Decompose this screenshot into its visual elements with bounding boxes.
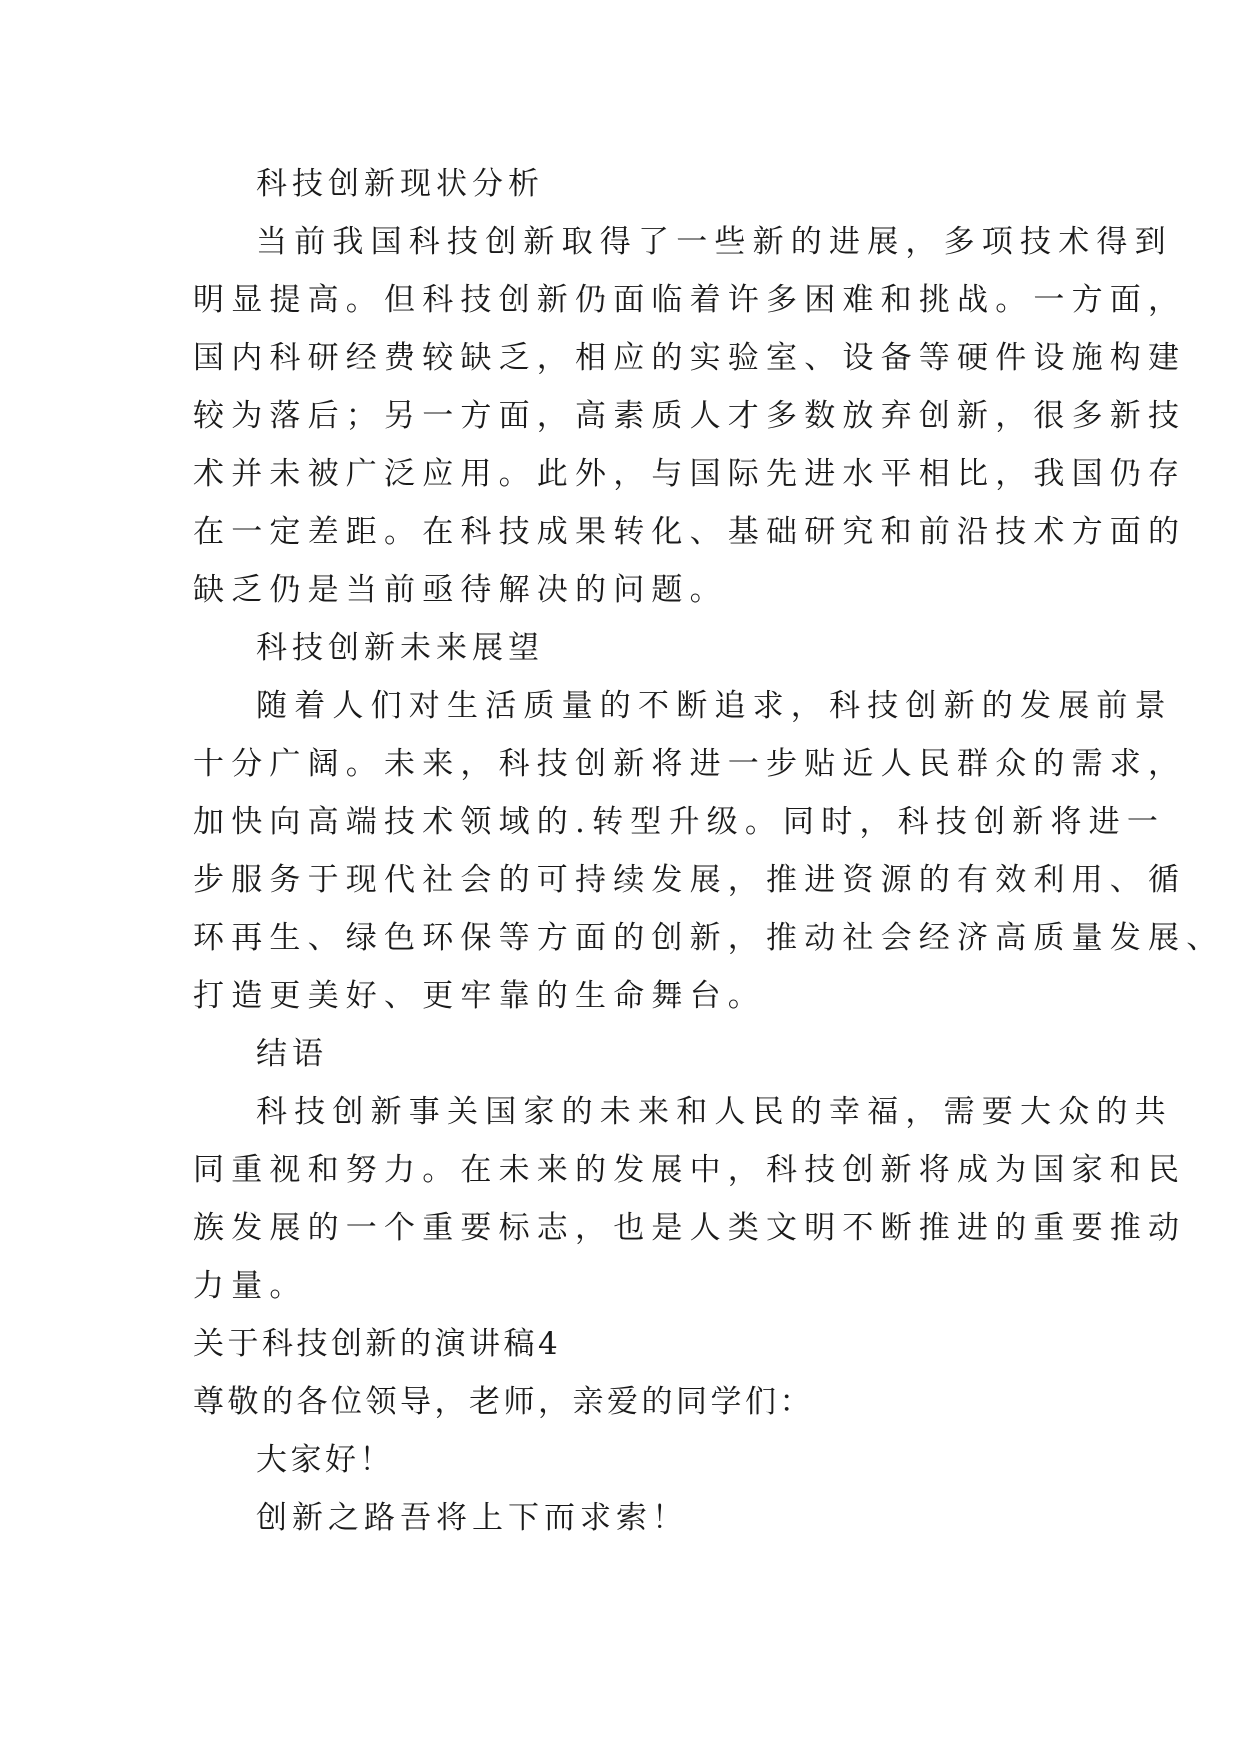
paragraph-line: 随着人们对生活质量的不断追求，科技创新的发展前景 — [256, 688, 1173, 724]
speech-greeting: 大家好！ — [256, 1442, 394, 1478]
section-heading: 科技创新未来展望 — [256, 630, 544, 666]
paragraph-line: 十分广阔。未来，科技创新将进一步贴近人民群众的需求， — [193, 746, 1187, 782]
paragraph-line: 加快向高端技术领域的.转型升级。同时，科技创新将进一 — [193, 804, 1166, 840]
paragraph-line: 较为落后；另一方面，高素质人才多数放弃创新，很多新技 — [193, 398, 1187, 434]
paragraph-line: 在一定差距。在科技成果转化、基础研究和前沿技术方面的 — [193, 514, 1187, 550]
paragraph-line: 当前我国科技创新取得了一些新的进展，多项技术得到 — [256, 224, 1173, 260]
paragraph-line: 族发展的一个重要标志，也是人类文明不断推进的重要推动 — [193, 1210, 1187, 1246]
speech-salutation: 尊敬的各位领导，老师，亲爱的同学们： — [193, 1384, 814, 1420]
paragraph-line: 打造更美好、更牢靠的生命舞台。 — [193, 978, 766, 1014]
speech-opening: 创新之路吾将上下而求索！ — [256, 1500, 688, 1536]
paragraph-line: 术并未被广泛应用。此外，与国际先进水平相比，我国仍存 — [193, 456, 1187, 492]
paragraph-line: 步服务于现代社会的可持续发展，推进资源的有效利用、循 — [193, 862, 1187, 898]
section-heading: 结语 — [256, 1036, 328, 1072]
paragraph-line: 明显提高。但科技创新仍面临着许多困难和挑战。一方面， — [193, 282, 1187, 318]
paragraph-line: 力量。 — [193, 1268, 308, 1304]
paragraph-line: 缺乏仍是当前亟待解决的问题。 — [193, 572, 728, 608]
paragraph-line: 科技创新事关国家的未来和人民的幸福，需要大众的共 — [256, 1094, 1173, 1130]
paragraph-line: 同重视和努力。在未来的发展中，科技创新将成为国家和民 — [193, 1152, 1187, 1188]
speech-title: 关于科技创新的演讲稿4 — [193, 1326, 562, 1362]
section-heading: 科技创新现状分析 — [256, 166, 544, 202]
paragraph-line: 环再生、绿色环保等方面的创新，推动社会经济高质量发展、 — [193, 920, 1225, 956]
paragraph-line: 国内科研经费较缺乏，相应的实验室、设备等硬件设施构建 — [193, 340, 1187, 376]
